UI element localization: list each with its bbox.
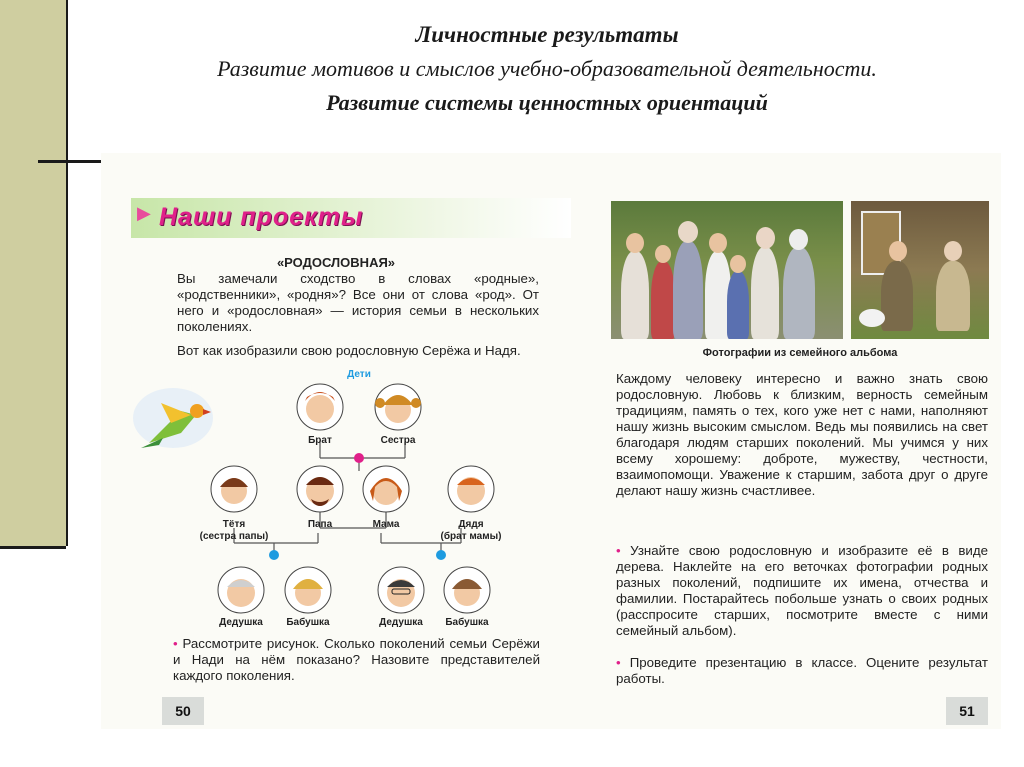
task-2-text: Проведите презентацию в классе. Оцените результат работы.	[616, 655, 988, 686]
parrot-icon	[133, 388, 213, 448]
sister-label: Сестра	[380, 435, 416, 446]
slide-title: Личностные результаты	[415, 22, 679, 47]
left-question	[173, 636, 540, 684]
photo-caption: Фотографии из семейного альбома	[702, 347, 898, 359]
aunt-label: Тётя	[222, 519, 246, 530]
grandma2-label: Бабушка	[445, 617, 489, 628]
left-page	[101, 153, 571, 729]
mom-label: Мама	[372, 519, 400, 530]
uncle-portrait	[448, 466, 494, 512]
bullet-icon: •	[616, 543, 631, 558]
children-label: Дети	[347, 369, 371, 380]
banner-title: Наши проекты	[159, 203, 364, 231]
task-2	[616, 655, 988, 687]
right-page	[596, 153, 1001, 729]
slide-subtitle: Развитие мотивов и смыслов учебно-образовательной деятельности.	[217, 56, 877, 81]
side-divider	[66, 0, 68, 546]
mom-portrait	[363, 466, 409, 512]
grandma1-label: Бабушка	[286, 617, 330, 628]
textbook-spread	[101, 153, 1001, 729]
tree-node-dad-parents	[269, 550, 279, 560]
brother-portrait	[297, 384, 343, 430]
page-number-right: 51	[946, 697, 988, 725]
page-number-left: 50	[162, 697, 204, 725]
intro-text-2: Вот как изобразили свою родословную Серёжа и Надя.	[177, 343, 521, 358]
dad-label: Папа	[307, 519, 333, 530]
intro-text: Вы замечали сходство в словах «родные», «родственники», «родня»? Все они от слова «род». От него и «родословная» — история семьи в нескольких поколениях.	[177, 271, 539, 334]
grandpa2-portrait	[378, 567, 424, 613]
sister-portrait	[375, 384, 421, 430]
grandma2-portrait	[444, 567, 490, 613]
grandpa1-label: Дедушка	[219, 617, 263, 628]
grandpa2-label: Дедушка	[379, 617, 423, 628]
left-question-text: Рассмотрите рисунок. Сколько поколений семьи Серёжи и Нади на нём показано? Назовите представителей каждого поколения.	[173, 636, 540, 683]
side-decor-bar	[0, 0, 66, 546]
aunt-note: (сестра папы)	[199, 531, 269, 542]
dad-portrait	[297, 466, 343, 512]
header-rule	[38, 160, 102, 163]
slide-subtitle-bold: Развитие системы ценностных ориентаций	[326, 90, 768, 115]
slide-header	[70, 0, 1024, 140]
right-paragraph: Каждому человеку интересно и важно знать свою родословную. Любовь к близким, верность семейным традициям, память о тех, кого уже нет с нами, наполняют нашу жизнь высоким смыслом. Ведь мы появились на свет благодаря людям старших поколений. Мы учимся у них всему хорошему: доброте, мужеству, честности, взаимопомощи. Уважение к старшим, забота друг о друге делают нашу жизнь счастливее.	[616, 371, 988, 498]
bullet-icon: •	[173, 636, 183, 651]
family-photo-group	[611, 201, 843, 339]
tree-node-children	[354, 453, 364, 463]
aunt-portrait	[211, 466, 257, 512]
uncle-label: Дядя	[458, 519, 484, 530]
tree-node-mom-parents	[436, 550, 446, 560]
grandpa1-portrait	[218, 567, 264, 613]
task-1	[616, 543, 988, 639]
task-1-text: Узнайте свою родословную и изобразите её в виде дерева. Наклейте на его веточках фотографии родных разных поколений, подпишите их имена, отчества и фамилии. Постарайтесь побольше узнать о своих родных (расспросите старших, посмотрите вместе с ними семейный альбом).	[616, 543, 988, 638]
brother-label: Брат	[308, 435, 332, 446]
bottom-rule	[0, 546, 66, 549]
banner-arrow-icon: ▶	[137, 203, 151, 223]
bullet-icon: •	[616, 655, 630, 670]
grandparents-photo	[851, 201, 989, 339]
family-photos	[611, 201, 989, 339]
project-title: «РОДОСЛОВНАЯ»	[276, 255, 396, 270]
uncle-note: (брат мамы)	[440, 531, 502, 542]
grandma1-portrait	[285, 567, 331, 613]
